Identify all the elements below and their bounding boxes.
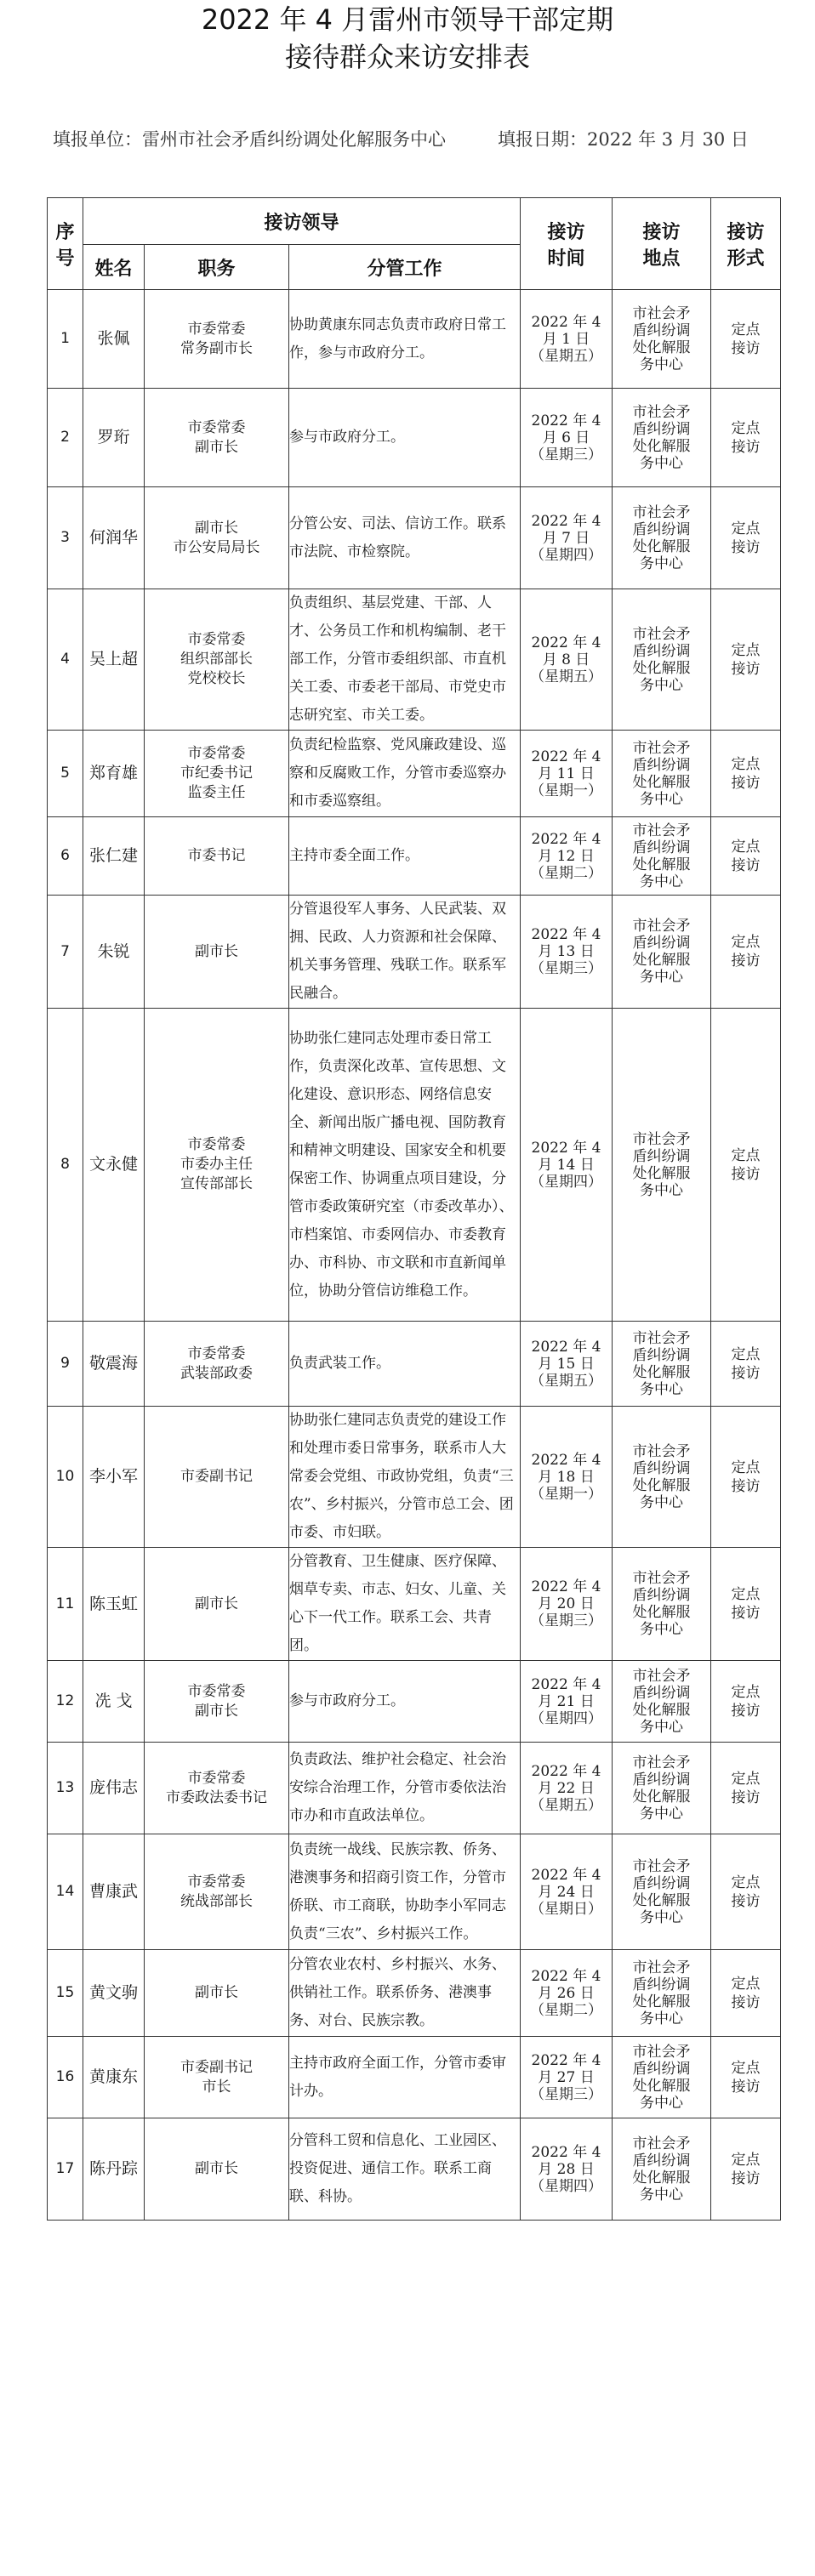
leader-duty: 分管科工贸和信息化、工业园区、投资促进、通信工作。联系工商联、科协。 (289, 2118, 521, 2221)
reception-form: 定点 接访 (711, 1548, 781, 1661)
reporting-date: 填报日期：2022 年 3 月 30 日 (498, 129, 749, 150)
reception-form: 定点 接访 (711, 1407, 781, 1548)
reception-time: 2022 年 4 月 7 日 （星期四） (521, 487, 613, 589)
reception-place: 市社会矛 盾纠纷调 处化解服 务中心 (613, 2037, 711, 2118)
reception-form: 定点 接访 (711, 589, 781, 731)
table-row (48, 1407, 781, 1548)
reception-form: 定点 接访 (711, 389, 781, 487)
header-duty: 分管工作 (289, 245, 521, 290)
leader-duty: 负责政法、维护社会稳定、社会治安综合治理工作，分管市委依法治市办和市直政法单位。 (289, 1743, 521, 1834)
row-number: 16 (48, 2037, 83, 2118)
row-number: 3 (48, 487, 83, 589)
row-number: 6 (48, 817, 83, 896)
leader-position: 市委常委 市委办主任 宣传部部长 (145, 1009, 289, 1322)
table-row (48, 1661, 781, 1743)
reception-place: 市社会矛 盾纠纷调 处化解服 务中心 (613, 817, 711, 896)
leader-duty: 主持市委全面工作。 (289, 817, 521, 896)
header-form: 接访 形式 (711, 198, 781, 290)
row-number: 5 (48, 731, 83, 817)
row-number: 15 (48, 1950, 83, 2037)
table-row (48, 1322, 781, 1407)
leader-position: 市委副书记 (145, 1407, 289, 1548)
reception-time: 2022 年 4 月 8 日 （星期五） (521, 589, 613, 731)
leader-duty: 分管公安、司法、信访工作。联系市法院、市检察院。 (289, 487, 521, 589)
reception-form: 定点 接访 (711, 1661, 781, 1743)
reception-time: 2022 年 4 月 11 日 （星期一） (521, 731, 613, 817)
reception-time: 2022 年 4 月 27 日 （星期三） (521, 2037, 613, 2118)
leader-position: 副市长 (145, 1950, 289, 2037)
table-row (48, 589, 781, 731)
reception-form: 定点 接访 (711, 1950, 781, 2037)
header-seq: 序 号 (48, 198, 83, 290)
reception-place: 市社会矛 盾纠纷调 处化解服 务中心 (613, 896, 711, 1009)
reception-place: 市社会矛 盾纠纷调 处化解服 务中心 (613, 1407, 711, 1548)
leader-duty: 分管退役军人事务、人民武装、双拥、民政、人力资源和社会保障、机关事务管理、残联工作。联系军民融合。 (289, 896, 521, 1009)
reception-time: 2022 年 4 月 24 日 （星期日） (521, 1834, 613, 1950)
reception-form: 定点 接访 (711, 1743, 781, 1834)
leader-name: 黄康东 (83, 2037, 145, 2118)
page-title-line2: 接待群众来访安排表 (284, 41, 530, 73)
row-number: 8 (48, 1009, 83, 1322)
header-place: 接访 地点 (613, 198, 711, 290)
reception-place: 市社会矛 盾纠纷调 处化解服 务中心 (613, 1322, 711, 1407)
leader-position: 市委常委 副市长 (145, 1661, 289, 1743)
row-number: 1 (48, 290, 83, 389)
reception-time: 2022 年 4 月 13 日 （星期三） (521, 896, 613, 1009)
reception-place: 市社会矛 盾纠纷调 处化解服 务中心 (613, 1743, 711, 1834)
leader-name: 敬震海 (83, 1322, 145, 1407)
header-time: 接访 时间 (521, 198, 613, 290)
reception-time: 2022 年 4 月 15 日 （星期五） (521, 1322, 613, 1407)
table-row (48, 2037, 781, 2118)
leader-position: 市委常委 组织部部长 党校校长 (145, 589, 289, 731)
row-number: 13 (48, 1743, 83, 1834)
reception-place: 市社会矛 盾纠纷调 处化解服 务中心 (613, 589, 711, 731)
leader-name: 吴上超 (83, 589, 145, 731)
reception-form: 定点 接访 (711, 487, 781, 589)
table-row (48, 1548, 781, 1661)
leader-name: 曹康武 (83, 1834, 145, 1950)
leader-position: 副市长 (145, 1548, 289, 1661)
page-title-line1: 2022 年 4 月雷州市领导干部定期 (201, 3, 614, 36)
leader-duty: 分管农业农村、乡村振兴、水务、供销社工作。联系侨务、港澳事务、对台、民族宗教。 (289, 1950, 521, 2037)
leader-position: 市委副书记 市长 (145, 2037, 289, 2118)
reception-place: 市社会矛 盾纠纷调 处化解服 务中心 (613, 1548, 711, 1661)
reception-time: 2022 年 4 月 22 日 （星期五） (521, 1743, 613, 1834)
leader-duty: 参与市政府分工。 (289, 1661, 521, 1743)
reception-place: 市社会矛 盾纠纷调 处化解服 务中心 (613, 1834, 711, 1950)
row-number: 11 (48, 1548, 83, 1661)
leader-name: 冼 戈 (83, 1661, 145, 1743)
leader-duty: 负责统一战线、民族宗教、侨务、港澳事务和招商引资工作，分管市侨联、市工商联，协助李小军同志负责“三农”、乡村振兴工作。 (289, 1834, 521, 1950)
reception-place: 市社会矛 盾纠纷调 处化解服 务中心 (613, 1950, 711, 2037)
reception-form: 定点 接访 (711, 896, 781, 1009)
reception-form: 定点 接访 (711, 1009, 781, 1322)
table-row (48, 817, 781, 896)
table-row (48, 2118, 781, 2221)
reception-form: 定点 接访 (711, 290, 781, 389)
leader-duty: 负责纪检监察、党风廉政建设、巡察和反腐败工作，分管市委巡察办和市委巡察组。 (289, 731, 521, 817)
reception-form: 定点 接访 (711, 2037, 781, 2118)
header-leader: 接访领导 (83, 198, 521, 245)
leader-position: 市委常委 武装部政委 (145, 1322, 289, 1407)
row-number: 9 (48, 1322, 83, 1407)
reception-form: 定点 接访 (711, 2118, 781, 2221)
leader-position: 市委常委 市委政法委书记 (145, 1743, 289, 1834)
leader-duty: 协助张仁建同志处理市委日常工作，负责深化改革、宣传思想、文化建设、意识形态、网络信息安全、新闻出版广播电视、国防教育和精神文明建设、国家安全和机要保密工作、协调重点项目建设，分管市委政策研究室（市委改革办）、市档案馆、市委网信办、市委教育办、市科协、市文联和市直新闻单位，协助分管信访维稳工作。 (289, 1009, 521, 1322)
table-row (48, 1009, 781, 1322)
leader-position: 市委常委 常务副市长 (145, 290, 289, 389)
leader-name: 黄文驹 (83, 1950, 145, 2037)
header-name: 姓名 (83, 245, 145, 290)
table-row (48, 290, 781, 389)
row-number: 12 (48, 1661, 83, 1743)
leader-position: 副市长 (145, 2118, 289, 2221)
leader-name: 张仁建 (83, 817, 145, 896)
reception-time: 2022 年 4 月 26 日 （星期二） (521, 1950, 613, 2037)
leader-name: 张佩 (83, 290, 145, 389)
row-number: 17 (48, 2118, 83, 2221)
reception-time: 2022 年 4 月 14 日 （星期四） (521, 1009, 613, 1322)
table-row (48, 487, 781, 589)
leader-name: 何润华 (83, 487, 145, 589)
reception-place: 市社会矛 盾纠纷调 处化解服 务中心 (613, 2118, 711, 2221)
leader-duty: 协助张仁建同志负责党的建设工作和处理市委日常事务，联系市人大常委会党组、市政协党组，负责“三农”、乡村振兴，分管市总工会、团市委、市妇联。 (289, 1407, 521, 1548)
leader-duty: 负责武装工作。 (289, 1322, 521, 1407)
leader-position: 市委常委 市纪委书记 监委主任 (145, 731, 289, 817)
table-row (48, 731, 781, 817)
row-number: 7 (48, 896, 83, 1009)
leader-name: 文永健 (83, 1009, 145, 1322)
reception-place: 市社会矛 盾纠纷调 处化解服 务中心 (613, 1009, 711, 1322)
reception-form: 定点 接访 (711, 1834, 781, 1950)
reporting-unit: 填报单位：雷州市社会矛盾纠纷调处化解服务中心 (53, 129, 446, 150)
row-number: 10 (48, 1407, 83, 1548)
reception-place: 市社会矛 盾纠纷调 处化解服 务中心 (613, 290, 711, 389)
leader-name: 陈玉虹 (83, 1548, 145, 1661)
leader-name: 罗珩 (83, 389, 145, 487)
reception-time: 2022 年 4 月 28 日 （星期四） (521, 2118, 613, 2221)
table-row (48, 389, 781, 487)
leader-position: 市委常委 副市长 (145, 389, 289, 487)
leader-position: 副市长 市公安局局长 (145, 487, 289, 589)
leader-name: 陈丹踪 (83, 2118, 145, 2221)
reception-place: 市社会矛 盾纠纷调 处化解服 务中心 (613, 1661, 711, 1743)
reception-time: 2022 年 4 月 12 日 （星期二） (521, 817, 613, 896)
reception-form: 定点 接访 (711, 817, 781, 896)
leader-duty: 负责组织、基层党建、干部、人才、公务员工作和机构编制、老干部工作，分管市委组织部、市直机关工委、市委老干部局、市党史市志研究室、市关工委。 (289, 589, 521, 731)
leader-name: 李小军 (83, 1407, 145, 1548)
table-row (48, 1743, 781, 1834)
schedule-table (47, 197, 781, 2221)
header-position: 职务 (145, 245, 289, 290)
leader-duty: 主持市政府全面工作，分管市委审计办。 (289, 2037, 521, 2118)
leader-position: 市委书记 (145, 817, 289, 896)
reception-place: 市社会矛 盾纠纷调 处化解服 务中心 (613, 487, 711, 589)
leader-duty: 参与市政府分工。 (289, 389, 521, 487)
table-row (48, 1834, 781, 1950)
leader-duty: 协助黄康东同志负责市政府日常工作，参与市政府分工。 (289, 290, 521, 389)
reception-form: 定点 接访 (711, 731, 781, 817)
leader-name: 郑育雄 (83, 731, 145, 817)
reception-time: 2022 年 4 月 18 日 （星期一） (521, 1407, 613, 1548)
row-number: 14 (48, 1834, 83, 1950)
leader-duty: 分管教育、卫生健康、医疗保障、烟草专卖、市志、妇女、儿童、关心下一代工作。联系工会、共青团。 (289, 1548, 521, 1661)
row-number: 4 (48, 589, 83, 731)
table-row (48, 1950, 781, 2037)
leader-position: 市委常委 统战部部长 (145, 1834, 289, 1950)
leader-position: 副市长 (145, 896, 289, 1009)
reception-time: 2022 年 4 月 21 日 （星期四） (521, 1661, 613, 1743)
reception-place: 市社会矛 盾纠纷调 处化解服 务中心 (613, 389, 711, 487)
leader-name: 庞伟志 (83, 1743, 145, 1834)
reception-place: 市社会矛 盾纠纷调 处化解服 务中心 (613, 731, 711, 817)
table-row (48, 896, 781, 1009)
reception-time: 2022 年 4 月 6 日 （星期三） (521, 389, 613, 487)
leader-name: 朱锐 (83, 896, 145, 1009)
row-number: 2 (48, 389, 83, 487)
reception-form: 定点 接访 (711, 1322, 781, 1407)
reception-time: 2022 年 4 月 1 日 （星期五） (521, 290, 613, 389)
reception-time: 2022 年 4 月 20 日 （星期三） (521, 1548, 613, 1661)
